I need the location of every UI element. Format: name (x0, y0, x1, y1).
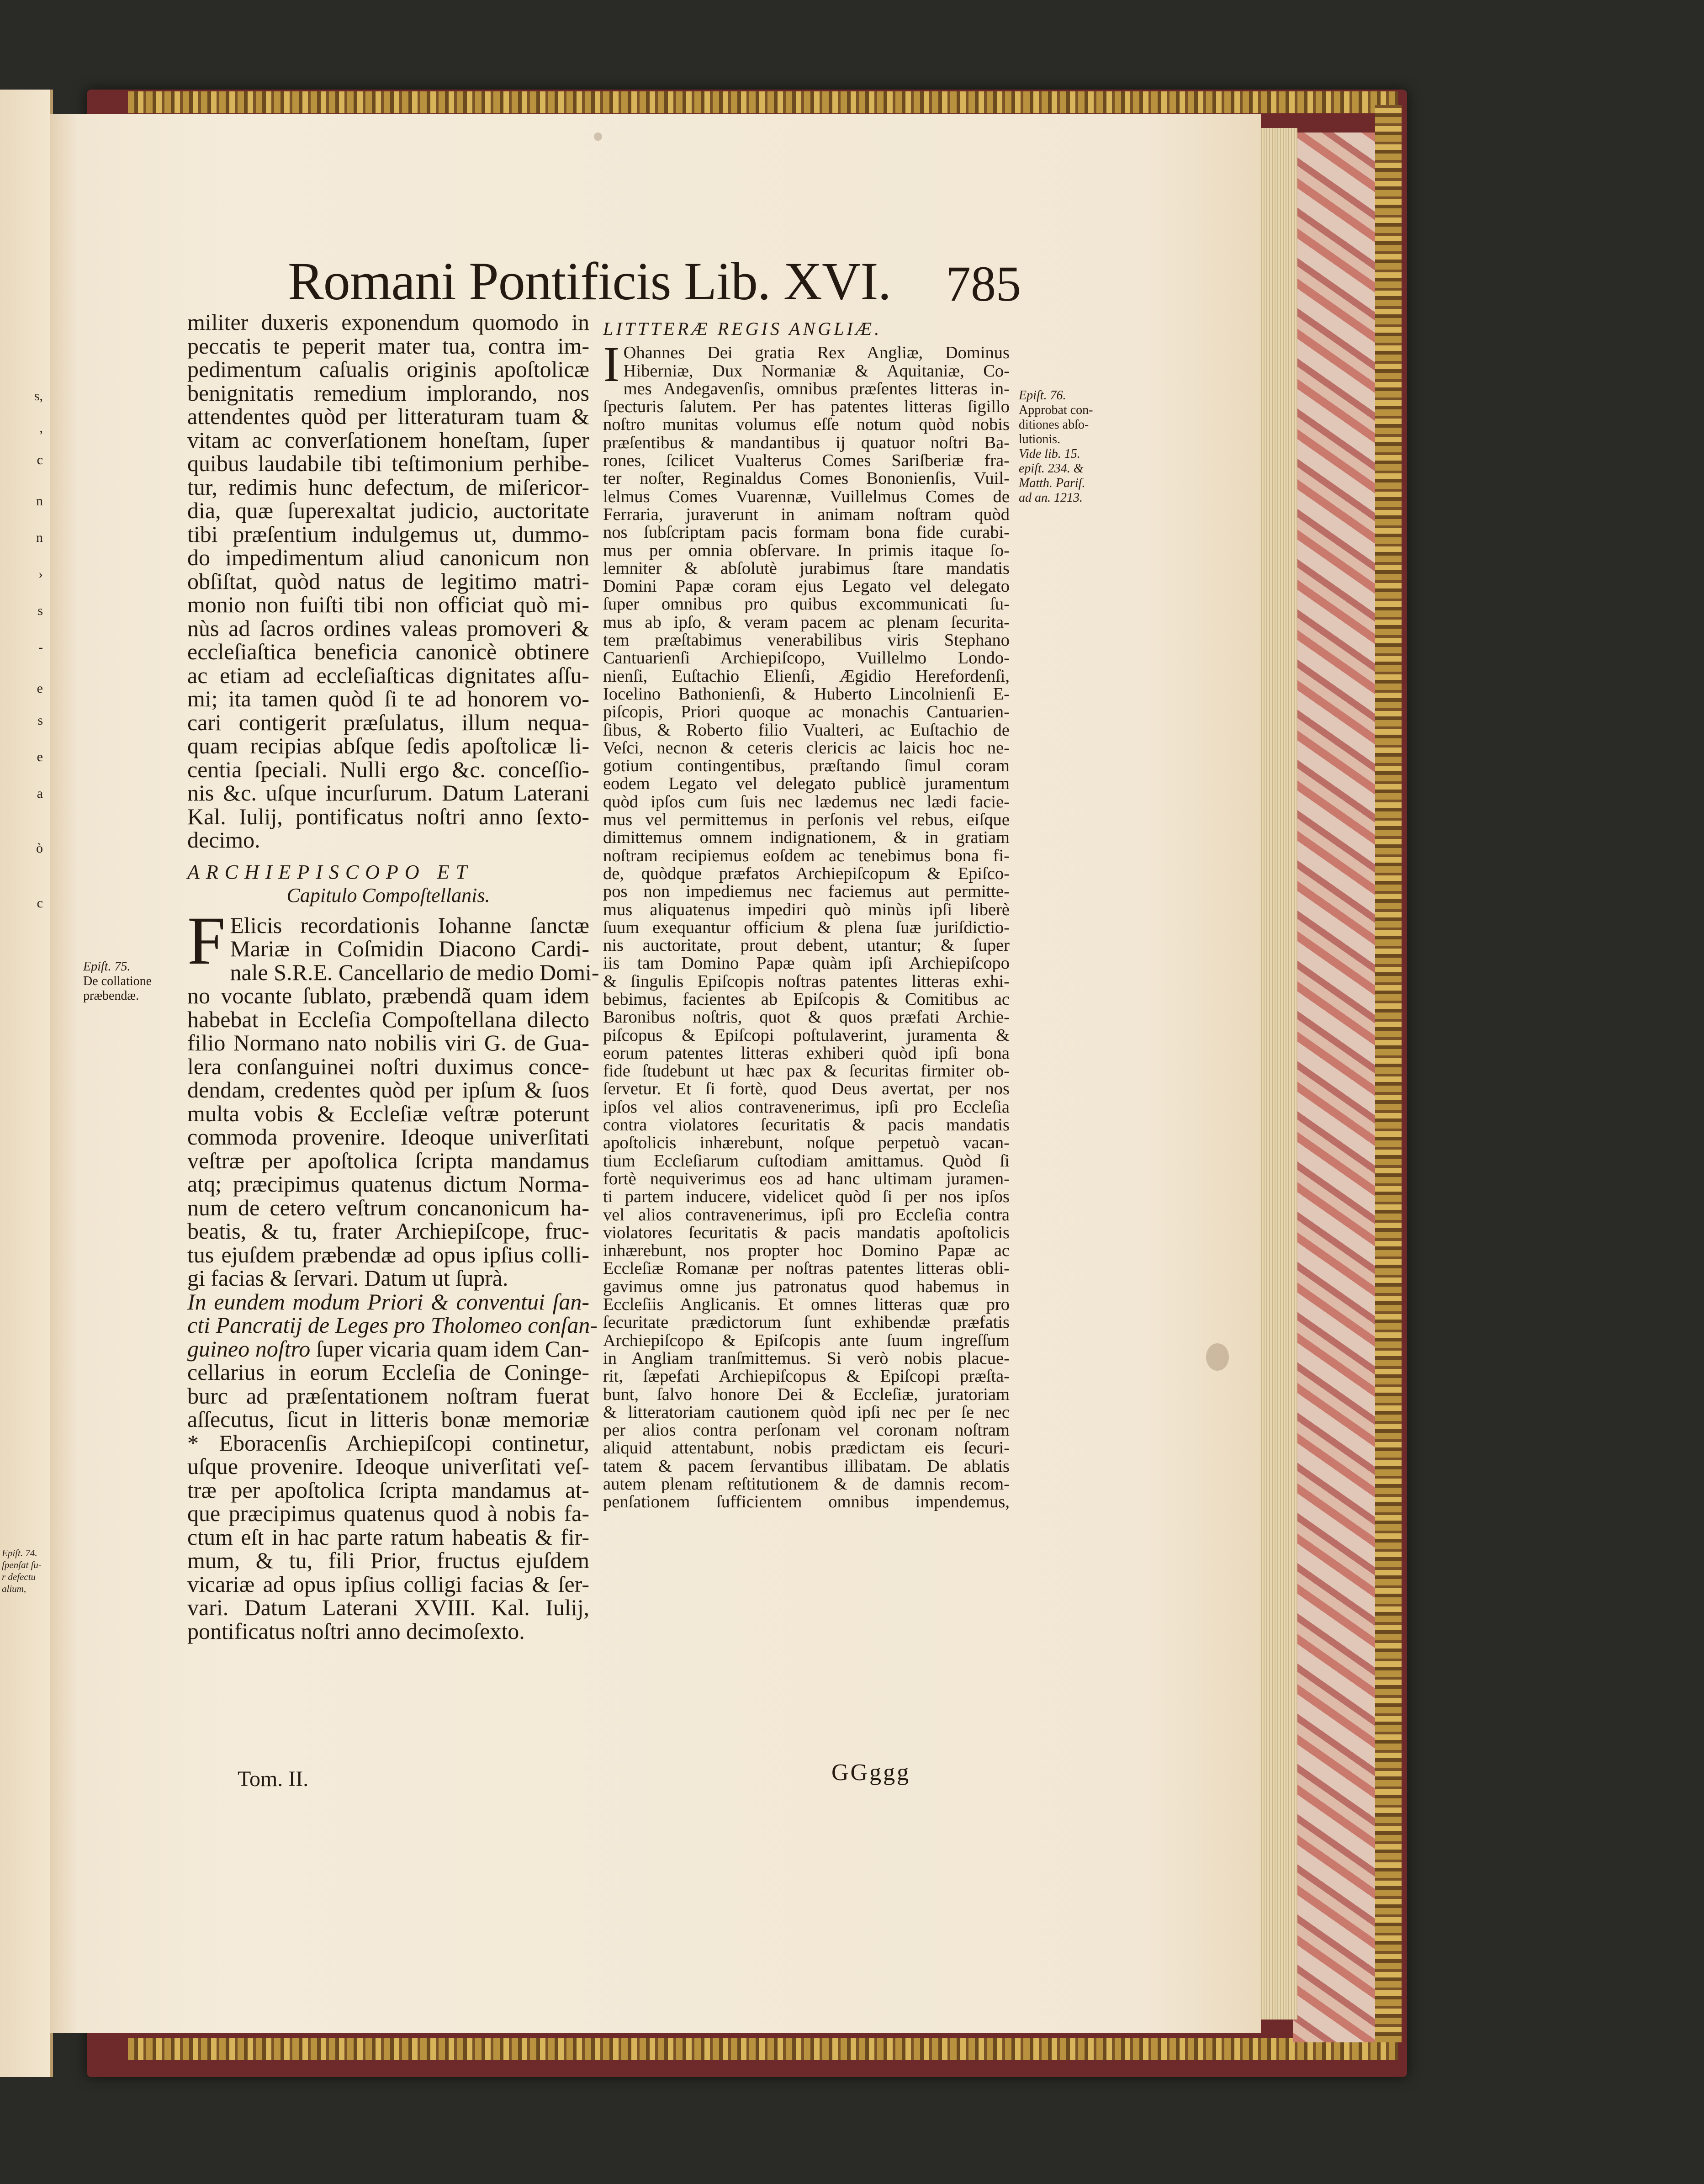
text-line: no vocante ſublato, præbendã quam idem (187, 983, 589, 1008)
text-line: cari contigerit præſulatus, illum nequa- (187, 709, 589, 735)
text-line: noſtro munitas volumus eſſe notum quòd nobis (603, 415, 1010, 435)
text-line: ter noſter, Reginaldus Comes Bononienſis, Vuil- (603, 469, 1010, 488)
text-line: vari. Datum Laterani XVIII. Kal. Iulij, (187, 1595, 589, 1620)
text-line: mi; ita tamen quòd ſi te ad honorem vo- (187, 686, 589, 711)
facing-page-char: n (36, 530, 43, 545)
text-line: vitam ac converſationem honeſtam, ſuper (187, 427, 589, 453)
paper-stain (594, 133, 602, 141)
text-line: Eccleſiæ Romanæ per noſtras patentes litteras obli- (603, 1259, 1010, 1278)
text-line: quibus laudabile tibi teſtimonium perhibe- (187, 451, 589, 476)
text-line: Veſci, necnon & ceteris clericis ac laicis hoc ne- (603, 738, 1010, 758)
text-line: nienſi, Euſtachio Elienſi, Ægidio Herefordenſi, (603, 666, 1010, 686)
facing-page-margin-note: Epiſt. 74. ſpenſat ſu- r defectu alium, (2, 1548, 42, 1594)
text-line: mes Andegavenſis, omnibus præſentes litteras in- (623, 379, 1010, 398)
facing-page-char: c (37, 896, 43, 911)
text-line: Ohannes Dei gratia Rex Angliæ, Dominus (623, 343, 1010, 363)
page-number: 785 (946, 256, 1021, 312)
text-line: eccleſiaſtica beneficia canonicè obtinere (187, 639, 589, 664)
margin-note-epist-75: Epiſt. 75. De collatione præbendæ. (83, 959, 152, 1003)
text-line: vel alios contravenerimus, ipſi pro Eccleſia contra (603, 1205, 1010, 1225)
text-line: num de cetero veſtrum concanonicum ha- (187, 1194, 589, 1220)
marbled-endpaper (1293, 133, 1375, 2042)
text-line: commoda provenire. Ideoque univerſitati (187, 1124, 589, 1150)
text-line: aliquid attentabunt, nobis prædictam eis ſecuri- (603, 1438, 1010, 1458)
text-line: fortè nequiverimus eos ad hanc ultimam juramen- (603, 1169, 1010, 1188)
text-line: tatem & pacem ſervantibus illibatam. De ablatis (603, 1456, 1010, 1476)
right-heading: LITTTERÆ REGIS ANGLIÆ. (603, 318, 882, 339)
text-line: quam recipias abſque ſedis apoſtolicæ li- (187, 733, 589, 758)
letter-text-block: F Elicis recordationis Iohanne ſanctæ Mariæ in Coſmidin Diacono Cardi- nale S.R.E. Cancellario de medio Domi- no vocante ſublato, præbendã quam idem habebat in Eccleſia Compoſtellana dilecto filio Normano nato nobilis viri G. de Gua- lera conſanguinei noſtri duximus conce- dendam, credentes quòd per ipſum & ſuos multa vobis & Eccleſiæ veſtræ poterunt commoda provenire. Ideoque univerſitati veſtræ per apoſtolica ſcripta mandamus atq; præcipimus quatenus dictum Norma- num de cetero veſtrum concanonicum ha- beatis, & tu, frater Archiepiſcope, fruc- tus ejuſdem præbendæ ad opus ipſius colli- gi facias & ſervari. Datum ut ſuprà. (187, 902, 599, 1291)
text-line: gavimus omne jus patronatus quod habemus in (603, 1277, 1010, 1296)
text-line: contra violatores ſecuritatis & pacis mandatis (603, 1115, 1010, 1135)
text-line: beatis, & tu, frater Archiepiſcope, fruc- (187, 1218, 589, 1244)
running-title: Romani Pontificis Lib. XVI. (288, 251, 891, 311)
text-line: autem plenam reſtitutionem & de damnis recom- (603, 1474, 1010, 1494)
text-line: dendam, credentes quòd per ipſum & ſuos (187, 1077, 589, 1103)
gilt-border-right (1375, 105, 1402, 2042)
text-line: ſibus, & Roberto filio Vualteri, ac Euſtachio de (603, 720, 1010, 740)
text-line: Hiberniæ, Dux Normaniæ & Aquitaniæ, Co- (623, 361, 1010, 381)
facing-page-char: e (37, 681, 43, 696)
text-line: Domini Papæ coram ejus Legato vel delegato (603, 577, 1010, 596)
text-line: attendentes quòd per litteraturam tuam & (187, 403, 589, 429)
text-line: cellarius in eorum Eccleſia de Coninge- (187, 1359, 589, 1385)
facing-page-char: c (37, 452, 43, 467)
facing-page-char: s, (34, 388, 43, 403)
text-line: Kal. Iulij, pontificatus noſtri anno ſexto- (187, 803, 589, 829)
text-line: tem præſtabimus venerabilibus viris Stephano (603, 631, 1010, 650)
text-line: dia, quæ ſuperexaltat judicio, auctoritate (187, 498, 589, 523)
text-line: inhærebunt, nos propter hoc Domino Papæ ac (603, 1241, 1010, 1261)
text-line: eorum patentes litteras exhiberi quòd ipſi bona (603, 1043, 1010, 1063)
text-line: mus ab ipſo, & veram pacem ac plenam ſecurita- (603, 612, 1010, 632)
facing-page-fragment (0, 90, 53, 2077)
text-line: ti partem inducere, videlicet quòd ſi per nos ipſos (603, 1187, 1010, 1207)
facing-page-char: - (38, 640, 43, 655)
text-line: eodem Legato vel delegato publicè juramentum (603, 774, 1010, 794)
text-line: benignitatis remedium implorando, nos (187, 380, 589, 406)
text-line: ctum eſt in hac parte ratum habeatis & fir- (187, 1524, 589, 1550)
text-line: violatores ſecuritatis & pacis mandatis apoſtolicis (603, 1223, 1010, 1242)
text-line: noſtram recipiemus eoſdem ac tenebimus bona fi- (603, 846, 1010, 865)
text-line: nùs ad ſacros ordines valeas promoveri & (187, 615, 589, 641)
text-line: Ferraria, juraverunt in animam noſtram quòd (603, 504, 1010, 524)
text-line: habebat in Eccleſia Compoſtellana dilecto (187, 1006, 589, 1032)
text-line: burc ad præſentationem noſtram fuerat (187, 1383, 589, 1409)
page-edges (1256, 128, 1297, 2020)
drop-capital: F (187, 902, 226, 979)
facing-page-char: , (39, 420, 43, 435)
text-line: gotium contingentibus, præſtando ſimul coram (603, 756, 1010, 776)
text-line: multa vobis & Eccleſiæ veſtræ poterunt (187, 1100, 589, 1126)
text-line: lera conſanguinei noſtri duximus conce- (187, 1053, 589, 1079)
facing-page-char: e (37, 749, 43, 764)
text-line: veſtræ per apoſtolica ſcripta mandamus (187, 1147, 589, 1173)
gathering-signature: GGggg (831, 1760, 911, 1786)
text-line: mum, & tu, fili Prior, fructus ejuſdem (187, 1548, 589, 1573)
text-line: obſiſtat, quòd natus de legitimo matri- (187, 568, 589, 594)
text-line: pos non impediemus nec faciemus aut permitte- (603, 882, 1010, 901)
text-line: & ſingulis Epiſcopis noſtras patentes litteras exhi- (603, 971, 1010, 991)
text-line: mus per omnia obſervare. In primis itaque ſo- (603, 541, 1010, 560)
text-line: pedimentum caſualis originis apoſtolicæ (187, 356, 589, 382)
text-line: Cantuarienſi Archiepiſcopo, Vuillelmo Londo- (603, 648, 1010, 668)
text-line: in Angliam tranſmittemus. Si verò nobis placue- (603, 1348, 1010, 1368)
right-column (603, 320, 1010, 1511)
text-line: dimittemus omnem indignationem, & in gratiam (603, 828, 1010, 848)
italic-lead-block: In eundem modum Priori & conventui ſan- cti Pancratij de Leges pro Tholomeo conſan- guineo noſtro ſuper vicaria quam idem Can- cellarius in eorum Eccleſia de Coninge- burc ad præſentationem noſtram fuerat aſſecutus, ſicut in litteris bonæ memoriæ * Eboracenſis Archiepiſcopi continetur, uſque provenire. Ideoque univerſitati veſ- træ per apoſtolica ſcripta mandamus at- que præcipimus quatenus quod à nobis fa- ctum eſt in hac parte ratum habeatis & fir- mum, & tu, fili Prior, fructus ejuſdem vicariæ ad opus ipſius colligi facias & ſer- vari. Datum Laterani XVIII. Kal. Iulij, pontificatus noſtri anno decimoſexto. (187, 1288, 598, 1644)
text-line: pontificatus noſtri anno decimoſexto. (187, 1618, 525, 1644)
text-line: ſervetur. Et ſi fortè, quod Deus avertat, per nos (603, 1079, 1010, 1099)
text-line: Archiepiſcopo & Epiſcopis ante ſuum ingreſſum (603, 1331, 1010, 1350)
text-line: piſcopis, Priori quoque ac monachis Cantuarien- (603, 702, 1010, 722)
text-line: mus vel permittemus in perſonis vel rebus, eiſque (603, 810, 1010, 830)
text-line: uſque provenire. Ideoque univerſitati veſ- (187, 1453, 589, 1479)
text-line: & litteratoriam cautionem quòd ipſi nec per ſe nec (603, 1402, 1010, 1422)
text-line: mus aliquatenus impediri quò minùs ipſi liberè (603, 900, 1010, 919)
text-line: ſuper omnibus pro quibus excommunicati ſu- (603, 594, 1010, 614)
text-line: decimo. (187, 827, 260, 853)
text-line: gi facias & ſervari. Datum ut ſuprà. (187, 1265, 508, 1291)
letter-text-block (187, 311, 589, 852)
running-head (288, 250, 1021, 314)
text-line: ipſos vel alios contravenerimus, ipſi pro Eccleſia (603, 1097, 1010, 1117)
text-line: atq; præcipimus quatenus dictum Norma- (187, 1171, 589, 1197)
volume-signature: Tom. II. (238, 1767, 309, 1791)
drop-capital: I (603, 336, 620, 392)
text-line: tibi præſentium indulgemus ut, dummo- (187, 521, 589, 547)
text-line: ſecuritate prædictorum ſunt exhibendæ præfatis (603, 1313, 1010, 1332)
text-line: bunt, ſalvo honore Dei & Eccleſiæ, juratoriam (603, 1384, 1010, 1404)
text-line: lelmus Comes Vuarennæ, Vuillelmus Comes de (603, 487, 1010, 506)
text-line: rit, ſæpefati Archiepiſcopus & Epiſcopi præſta- (603, 1367, 1010, 1386)
text-line: tium Eccleſiarum cuſtodiam amittamus. Quòd ſi (603, 1151, 1010, 1171)
facing-page-char: n (36, 493, 43, 509)
gilt-border-bottom (128, 2038, 1398, 2060)
text-line: piſcopus & Epiſcopi poſtulaverint, juramenta & (603, 1025, 1010, 1045)
gilt-border-top (128, 91, 1398, 113)
text-line: de, quòdque præfatos Archiepiſcopum & Epiſco- (603, 864, 1010, 883)
text-line: militer duxeris exponendum quomodo in (187, 309, 589, 335)
text-line: Baronibus noſtris, quot & quos præfati Archie- (603, 1007, 1010, 1027)
text-line: nale S.R.E. Cancellario de medio Domi- (230, 959, 599, 985)
text-line: Iocelino Bathonienſi, & Huberto Lincolnienſi E- (603, 684, 1010, 704)
text-line: tur, redimis hunc defectum, de miſericor- (187, 474, 589, 500)
text-line: lemniter & abſolutè jurabimus ſtare mandatis (603, 558, 1010, 578)
text-line: do impedimentum aliud canonicum non (187, 545, 589, 570)
text-line: peccatis te peperit mater tua, contra im- (187, 333, 589, 359)
text-line: ſpecturis ſalutem. Per has patentes litteras ſigillo (603, 397, 1010, 417)
text-line: nos ſubſcriptam pacis formam bona fide curabi- (603, 523, 1010, 542)
text-line: nis auctoritate, prout debent, utantur; & ſuper (603, 936, 1010, 955)
margin-note-epist-76: Epiſt. 76. Approbat con- ditiones abſo- lutionis. Vide lib. 15. epiſt. 234. & Matth. Pariſ. ad an. 1213. (1019, 388, 1093, 505)
text-line: quòd ipſos cum ſuis nec lædemus nec lædi facie- (603, 792, 1010, 811)
text-line: tus ejuſdem præbendæ ad opus ipſius colli- (187, 1241, 589, 1267)
text-line: præſentibus & mandantibus ij quatuor noſtri Ba- (603, 433, 1010, 452)
text-line: ſuum exequantur officium & plena ſuæ juriſdictio- (603, 917, 1010, 937)
text-line: que præcipimus quatenus quod à nobis fa- (187, 1500, 589, 1526)
text-line: træ per apoſtolica ſcripta mandamus at- (187, 1477, 589, 1503)
text-line: * Eboracenſis Archiepiſcopi continetur, (187, 1430, 589, 1456)
facing-page-char: a (37, 786, 43, 801)
text-line: Mariæ in Coſmidin Diacono Cardi- (230, 936, 589, 961)
text-line: apoſtolicis inhærebunt, noſque perpetuò vacan- (603, 1133, 1010, 1153)
facing-page-char: s (37, 603, 43, 618)
facing-page-char: › (38, 567, 43, 582)
text-line: centia ſpeciali. Nulli ergo &c. conceſſio- (187, 756, 589, 782)
text-line: monio non fuiſti tibi non officiat quò mi- (187, 592, 589, 617)
text-line: ac etiam ad eccleſiaſticas dignitates aſſu- (187, 662, 589, 688)
text-line: vicariæ ad opus ipſius colligi facias & ſer- (187, 1571, 589, 1597)
text-line: filio Normano nato nobilis viri G. de Gua- (187, 1030, 589, 1055)
paper-stain (1206, 1343, 1229, 1371)
facing-page-char: s (37, 713, 43, 728)
text-line: iis tam Domino Papæ quàm ipſi Archiepiſcopo (603, 954, 1010, 973)
text-line: nis &c. uſque incurſurum. Datum Laterani (187, 780, 589, 806)
left-column (187, 309, 599, 1644)
text-line: rones, ſcilicet Vualterus Comes Sariſberiæ fra- (603, 451, 1010, 471)
letter-heading: ARCHIEPISCOPO ET Capitulo Compoſtellanis. (187, 860, 490, 906)
text-line: penſationem ſufficientem omnibus impendemus, (603, 1492, 1010, 1512)
text-line: aſſecutus, ſicut in litteris bonæ memoriæ (187, 1406, 589, 1432)
text-line: Eccleſiis Anglicanis. Et omnes litteras quæ pro (603, 1295, 1010, 1315)
facing-page-char: ò (36, 841, 43, 856)
text-line: bebimus, facientes ab Epiſcopis & Comitibus ac (603, 989, 1010, 1009)
text-line: per alios contra perſonam vel coronam noſtram (603, 1421, 1010, 1440)
letter-text-block (603, 336, 1010, 1512)
text-line: fide ſtudebunt ut hæc pax & ſecuritas firmiter ob- (603, 1061, 1010, 1081)
